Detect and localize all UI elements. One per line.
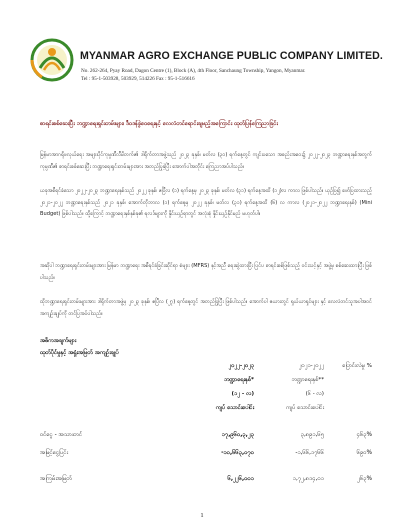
company-address: No. 262-264, Pyay Road, Dagon Centre (1), Block (A), 4th Floor, Sanchaung Township, Yangon, Myanmar. xyxy=(81,68,306,74)
section-subheading: ထုတ်ပိုင်မှုနှင့် အရှုံးအမြတ် အကျဉ်းချုပ် xyxy=(40,350,119,356)
company-name: MYANMAR AGRO EXCHANGE PUBLIC COMPANY LIMITED. xyxy=(80,50,383,62)
company-logo-icon xyxy=(30,38,74,82)
row-change: ၂၆၃% xyxy=(357,476,372,482)
row-value-prior: ၁,၇၂,၈၁၄,၀၁ xyxy=(292,476,324,482)
row-value-current: -၁၀,၆၆၃,၀၇၀ xyxy=(221,450,254,456)
row-value-prior: ၃,၈၉၁,၆၅ xyxy=(300,432,324,438)
paragraph-1: မြန်မာအာဂရိုဖလှယ်ရေး အများပိုင်ကုမ္ပဏီလီမိတက်၏ ဒါရိုက်တာအဖွဲ့သည် ၂၀၂၃ ခုနှစ်၊ မတ်လ (၃၀) ရက်နေ့တွင် ကျင်းပသော အစည်းအဝေး၌ ၂၀၂၂-၂၀၂၃ ဘဏ္ဍာရေးနှစ်အတွက် ကုမ္ပဏီ၏ စာရင်းစစ်ဆေးပြီး ဘဏ္ဍာရေးရှင်းတမ်းများအား အတည်ပြုခဲ့ပြီး အောက်ပါအတိုင်း ကြေညာအပ်ပါသည်။ xyxy=(40,152,372,170)
col-a-months: (၁၂ - လ) xyxy=(231,391,254,397)
row-value-current: ၆,၂၂၆,၀၀၁ xyxy=(227,476,254,482)
table-row xyxy=(40,430,372,444)
row-change: ၆၉၀% xyxy=(356,450,372,456)
row-value-current: ၁၇,၉၆၀,၃,၂၃ xyxy=(221,432,254,438)
col-b-months: (၆ - လ) xyxy=(305,391,324,397)
col-b-label: ဘဏ္ဍာရေးနှစ်** xyxy=(291,377,324,383)
row-value-prior: -၁,၆၆,၁၇၆၆ xyxy=(295,450,324,456)
col-b-period: ၂၀၂၁-၂၀၂၂ xyxy=(298,363,324,369)
page-number: 1 xyxy=(200,512,204,519)
row-change: ၄၆၃% xyxy=(356,432,372,438)
col-c-label: ပြောင်းလဲမှု % xyxy=(342,363,372,369)
paragraph-2: ယခုအစီရင်ခံသော ၂၀၂၂-၂၀၂၃ ဘဏ္ဍာရေးနှစ်သည် ၂၀၂၂ ခုနှစ်၊ ဧပြီလ (၁) ရက်နေ့မှ ၂၀၂၃ ခုနှစ်၊ မတ်လ (၃၁) ရက်နေ့အထိ (၁၂)လ ကာလ ဖြစ်ပါသည်။ ယှဉ်ပြ၍ ဖော်ပြထားသည့် ၂၀၂၁-၂၀၂၂ ဘဏ္ဍာရေးနှစ်သည် ၂၀၂၁ ခုနှစ်၊ အောက်တိုဘာလ (၁) ရက်နေ့မှ ၂၀၂၂ ခုနှစ်၊ မတ်လ (၃၁) ရက်နေ့အထိ (၆) လ ကာလ (၂၀၂၁-၂၀၂၂ ဘဏ္ဍာရေးနှစ်) (Mini Budget) ဖြစ်ပါသည်။ ထို့ကြောင့် ဘဏ္ဍာရေးနှစ်နှစ်ခု၏ ရလဒ်များကို နှိုင်းယှဉ်ရာတွင် အလုံးစုံ နှိုင်းယှဉ်နိုင်မည် မဟုတ်ပါ။ xyxy=(40,188,372,217)
paragraph-4: ထိုဘဏ္ဍာရေးရှင်းတမ်းများအား ဒါရိုက်တာအဖွဲ့မှ ၂၀၂၃ ခုနှစ်၊ ဧပြီလ (၂၇) ရက်နေ့တွင် အတည်ပြုပြီး ဖြစ်ပါသည်။ အောက်ပါ ဇယားတွင် ရှယ်ယာရှင်များ နှင့် လေလံတင်သူအပါအဝင် အကျဉ်းချုပ်ကို တင်ပြအပ်ပါသည်။ xyxy=(40,299,372,317)
section-heading: အဓိကအချက်များ xyxy=(40,338,77,344)
document-title: စာရင်းစစ်ဆေးပြီး ဘဏ္ဍာရေးရှင်းတမ်းများ၊ ဒီဝဒန်ခွဲဝေရေးနှင့် လေလံတင်ရောင်းချမည့်အကြောင်း ထုတ်ပြန်ကြေညာခြင်း xyxy=(40,121,278,127)
company-phone: Tel : 95-1-503928, 503929, 514226 Fax : 95-1-516616 xyxy=(81,76,195,82)
table-row xyxy=(40,448,372,462)
row-label: ဝင်ငွေ - အသားတင် xyxy=(40,432,83,438)
row-label: အမြင့်ငွေပြင်း xyxy=(40,450,69,456)
col-a-period: ၂၀၂၂-၂၀၂၃ xyxy=(228,363,254,369)
col-a-label: ဘဏ္ဍာရေးနှစ်* xyxy=(224,377,254,383)
row-label: အကြမ်းအမြတ် xyxy=(40,476,73,482)
col-a-unit: ကျပ် သောင်းပေါင်း xyxy=(215,405,254,411)
col-b-unit: ကျပ် သောင်းပေါင်း xyxy=(286,405,324,411)
table-row xyxy=(40,474,372,488)
paragraph-3: အဆိုပါ ဘဏ္ဍာရေးရှင်းတမ်းများအား မြန်မာ ဘဏ္ဍာရေး အစီရင်ခံခြင်းဆိုင်ရာ စံများ (MFRS) နှင့်အညီ ရေးဆွဲထားပြီး ပြင်ပ စာရင်းစစ်ဖြစ်သည့် ဝင်းသင့်နှင့် အဖွဲ့မှ စစ်ဆေးထားပြီး ဖြစ်ပါသည်။ xyxy=(40,263,372,281)
